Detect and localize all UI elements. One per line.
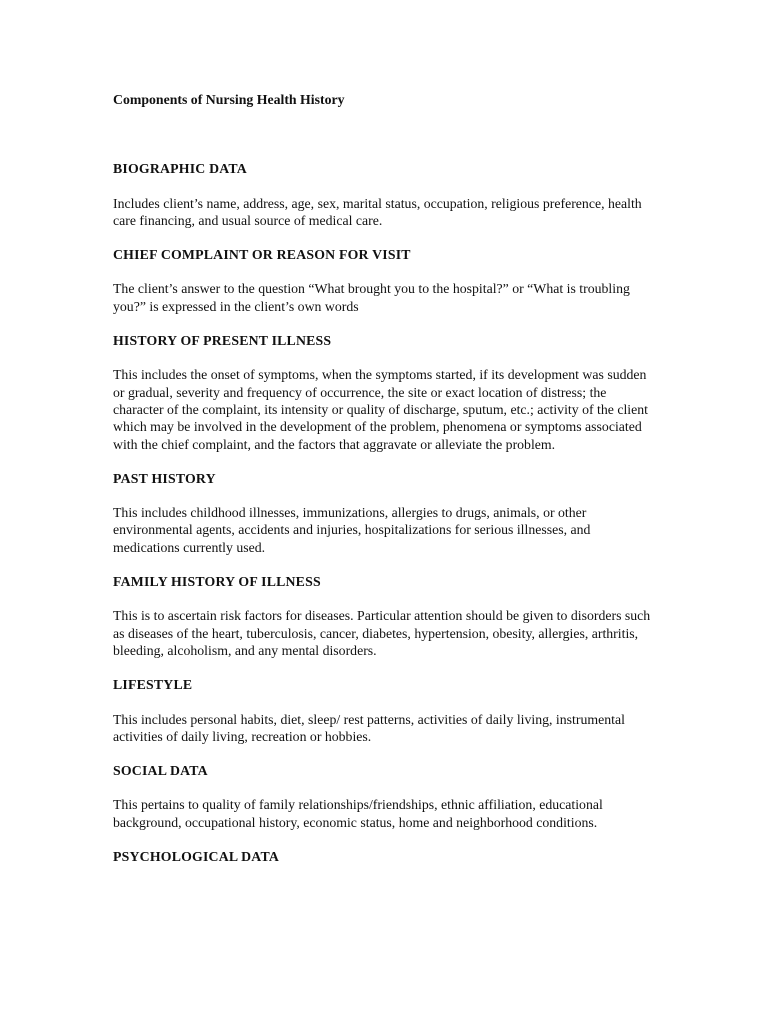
section-history-of-present-illness — [113, 332, 658, 453]
section-psychological-data — [113, 848, 658, 865]
section-heading: PAST HISTORY — [113, 470, 216, 486]
section-lifestyle — [113, 676, 658, 745]
section-heading: LIFESTYLE — [113, 677, 193, 693]
section-past-history — [113, 470, 658, 556]
section-heading: SOCIAL DATA — [113, 763, 208, 779]
section-heading: PSYCHOLOGICAL DATA — [113, 849, 279, 865]
section-social-data — [113, 762, 658, 831]
document-title: Components of Nursing Health History — [113, 92, 345, 107]
section-body: The client’s answer to the question “What brought you to the hospital?” or “What is troubling you?” is expressed in the client’s own words — [113, 281, 630, 314]
section-heading: CHIEF COMPLAINT OR REASON FOR VISIT — [113, 247, 411, 263]
section-body: Includes client’s name, address, age, sex, marital status, occupation, religious preference, health care financing, and usual source of medical care. — [113, 195, 642, 228]
section-heading: BIOGRAPHIC DATA — [113, 161, 247, 177]
section-family-history — [113, 573, 658, 659]
section-heading: FAMILY HISTORY OF ILLNESS — [113, 574, 321, 590]
section-biographic-data — [113, 160, 658, 229]
section-body: This includes the onset of symptoms, when the symptoms started, if its development was sudden or gradual, severity and frequency of occurrence, the site or exact location of distress; the character of the complaint, its intensity or quality of discharge, sputum, etc.; activity of the client which may be involved in the development of the problem, phenomena or symptoms associated with the chief complaint, and the factors that aggravate or alleviate the problem. — [113, 367, 648, 452]
section-body: This includes childhood illnesses, immunizations, allergies to drugs, animals, or other environmental agents, accidents and injuries, hospitalizations for serious illnesses, and medications currently used. — [113, 505, 591, 555]
section-body: This pertains to quality of family relationships/friendships, ethnic affiliation, educational background, occupational history, economic status, home and neighborhood conditions. — [113, 797, 603, 830]
document-page — [113, 91, 658, 882]
section-chief-complaint — [113, 246, 658, 315]
section-body: This is to ascertain risk factors for diseases. Particular attention should be given to disorders such as diseases of the heart, tuberculosis, cancer, diabetes, hypertension, obesity, allergies, arthritis, bleeding, alcoholism, and any mental disorders. — [113, 608, 651, 658]
section-body: This includes personal habits, diet, sleep/ rest patterns, activities of daily living, instrumental activities of daily living, recreation or hobbies. — [113, 711, 625, 744]
section-heading: HISTORY OF PRESENT ILLNESS — [113, 333, 332, 349]
